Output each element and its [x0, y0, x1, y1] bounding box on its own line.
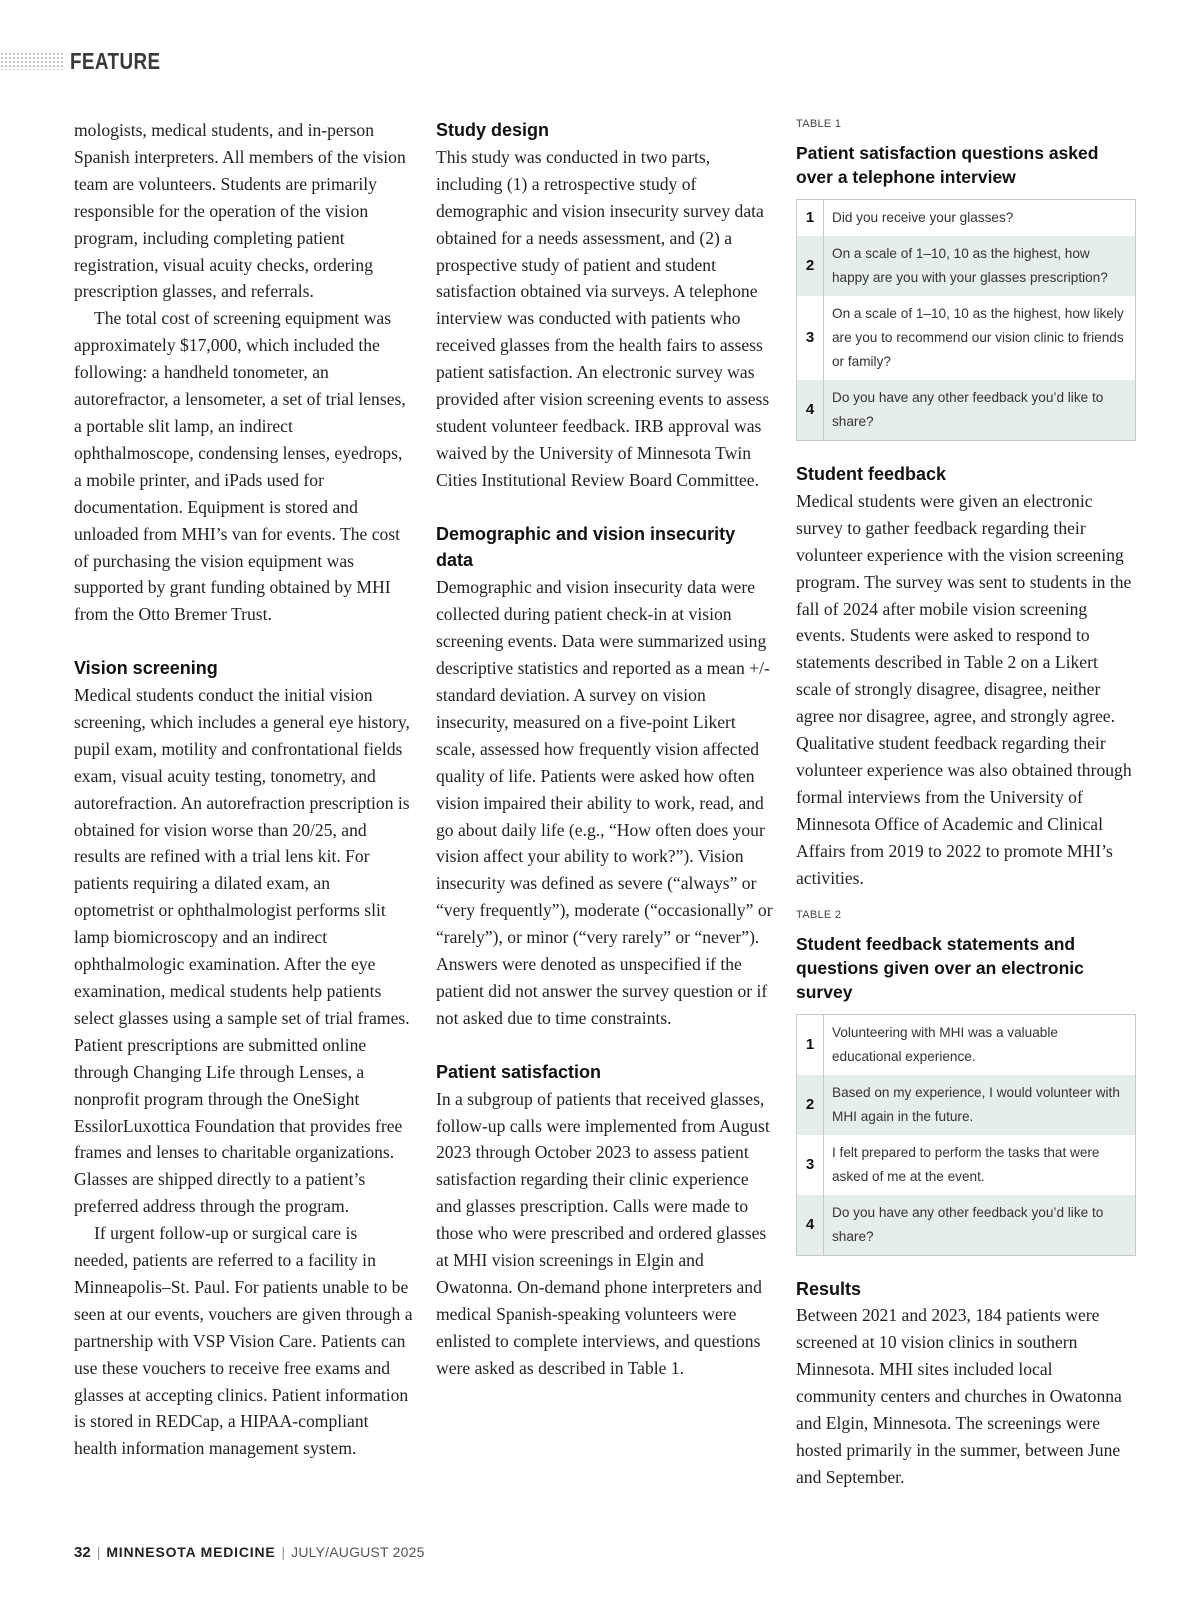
row-number: 1	[797, 200, 824, 237]
issue-date: JULY/AUGUST 2025	[291, 1544, 425, 1560]
heading-results: Results	[796, 1278, 862, 1299]
row-text: Volunteering with MHI was a valuable educational experience.	[832, 1024, 1058, 1064]
row-text: I felt prepared to perform the tasks that were asked of me at the event.	[832, 1144, 1100, 1184]
paragraph: This study was conducted in two parts, including (1) a retrospective study of demographic and vision insecurity survey data obtained for a needs assessment, and (2) a prospective study of patient and student satisfaction obtained via surveys. A telephone interview was conducted with patients who received glasses from the health fairs to assess patient satisfaction. An electronic survey was provided after vision screening events to assess student volunteer feedback. IRB approval was waived by the University of Minnesota Twin Cities Institutional Review Board Committee.	[436, 146, 770, 490]
heading-study-design: Study design	[436, 120, 550, 140]
table-1	[796, 199, 1136, 441]
paragraph: Demographic and vision insecurity data were collected during patient check-in at vision screening events. Data were summarized using descriptive statistics and reported as a mean +/- standard deviation. A survey on vision insecurity, measured on a five-point Likert scale, assessed how frequently vision affected quality of life. Patients were asked how often vision impaired their ability to work, read, and go about daily life (e.g., “How often does your vision affect your ability to work?”). Vision insecurity was defined as severe (“always” or “very frequently”), moderate (“occasionally” or “rarely”), or minor (“very rarely” or “never”). Answers were denoted as unspecified if the patient did not answer the survey question or if not asked due to time constraints.	[436, 577, 773, 1028]
table-2-label: TABLE 2	[796, 908, 842, 921]
table-row	[797, 236, 1136, 296]
row-text: Do you have any other feedback you’d like to share?	[824, 380, 1136, 441]
table-2	[796, 1014, 1136, 1256]
paragraph: Between 2021 and 2023, 184 patients were screened at 10 vision clinics in southern Minnesota. MHI sites included local community centers and churches in Owatonna and Elgin, Minnesota. The screenings were hosted primarily in the summer, between June and September.	[796, 1305, 1122, 1487]
row-number: 1	[797, 1014, 824, 1075]
table-row	[797, 200, 1136, 237]
row-number: 3	[797, 296, 824, 380]
table-row	[797, 1014, 1136, 1075]
column-1	[74, 117, 414, 1462]
paragraph: Medical students conduct the initial vision screening, which includes a general eye history, pupil exam, motility and confrontational fields exam, visual acuity testing, tonometry, and autorefraction. An autorefraction prescription is obtained for vision worse than 20/25, and results are refined with a trial lens kit. For patients requiring a dilated exam, an optometrist or ophthalmologist performs slit lamp biomicroscopy and an indirect ophthalmologic examination. After the eye examination, medical students help patients select glasses using a sample set of trial frames. Patient prescriptions are submitted online through Changing Life through Lenses, a nonprofit program through the OneSight EssilorLuxottica Foundation that provides free frames and lenses to charitable organizations. Glasses are shipped directly to a patient’s preferred address through the program.	[74, 685, 410, 1217]
header-dot-pattern	[0, 52, 64, 70]
row-text: Do you have any other feedback you’d like to share?	[824, 1195, 1136, 1256]
table-2-title: Student feedback statements and questions given over an electronic survey	[796, 933, 1084, 1002]
table-1-label: TABLE 1	[796, 118, 842, 130]
row-text: On a scale of 1–10, 10 as the highest, how likely are you to recommend our vision clinic to friends or family?	[832, 306, 1124, 369]
table-row	[797, 380, 1136, 441]
table-row	[797, 1195, 1136, 1256]
section-label: FEATURE	[70, 48, 161, 74]
page-header	[0, 48, 300, 74]
footer-separator: |	[96, 1544, 101, 1560]
heading-demographic-data: Demographic and vision insecurity data	[436, 523, 736, 571]
table-row	[797, 1075, 1136, 1135]
footer-separator: |	[281, 1544, 286, 1560]
row-text: Based on my experience, I would volunteer with MHI again in the future.	[824, 1075, 1136, 1135]
table-1-title: Patient satisfaction questions asked over a telephone interview	[796, 143, 1099, 187]
paragraph: If urgent follow-up or surgical care is needed, patients are referred to a facility in Minneapolis–St. Paul. For patients unable to be seen at our events, vouchers are given through a partnership with VSP Vision Care. Patients can use these vouchers to receive free exams and glasses at accepting clinics. Patient information is stored in REDCap, a HIPAA-compliant health information management system.	[74, 1223, 413, 1459]
page-number: 32	[74, 1544, 91, 1561]
row-number: 4	[797, 380, 824, 441]
heading-patient-satisfaction: Patient satisfaction	[436, 1061, 602, 1082]
row-text: Did you receive your glasses?	[832, 210, 1014, 225]
paragraph: In a subgroup of patients that received glasses, follow-up calls were implemented from August 2023 through October 2023 to assess patient satisfaction regarding their clinic experience and glasses prescription. Calls were made to those who were prescribed and ordered glasses at MHI vision screenings in Elgin and Owatonna. On-demand phone interpreters and medical Spanish-speaking volunteers were enlisted to complete interviews, and questions were asked as described in Table 1.	[436, 1088, 770, 1378]
row-number: 2	[797, 236, 824, 296]
paragraph: Medical students were given an electronic survey to gather feedback regarding their volunteer experience with the vision screening program. The survey was sent to students in the fall of 2024 after mobile vision screening events. Students were asked to respond to statements described in Table 2 on a Likert scale of strongly disagree, disagree, neither agree nor disagree, agree, and strongly agree. Qualitative student feedback regarding their volunteer experience was also obtained through formal interviews from the University of Minnesota Office of Academic and Clinical Affairs from 2019 to 2022 to promote MHI’s activities.	[796, 490, 1132, 888]
column-2	[436, 117, 776, 1382]
row-text: On a scale of 1–10, 10 as the highest, how happy are you with your glasses prescription?	[824, 236, 1136, 296]
heading-student-feedback: Student feedback	[796, 464, 947, 484]
table-row	[797, 296, 1136, 380]
row-number: 3	[797, 1135, 824, 1195]
table-row	[797, 1135, 1136, 1195]
column-3	[796, 117, 1136, 1491]
page-footer	[74, 1540, 425, 1564]
row-number: 2	[797, 1075, 824, 1135]
row-number: 4	[797, 1195, 824, 1256]
heading-vision-screening: Vision screening	[74, 658, 218, 679]
paragraph: mologists, medical students, and in-person Spanish interpreters. All members of the vision team are volunteers. Students are primarily responsible for the operation of the vision program, including completing patient registration, visual acuity checks, ordering prescription glasses, and referrals.	[74, 120, 406, 302]
magazine-name: MINNESOTA MEDICINE	[106, 1544, 276, 1560]
paragraph: The total cost of screening equipment was approximately $17,000, which included the following: a handheld tonometer, an autorefractor, a lensometer, a set of trial lenses, a portable slit lamp, an indirect ophthalmoscope, condensing lenses, eyedrops, a mobile printer, and iPads used for documentation. Equipment is stored and unloaded from MHI’s van for events. The cost of purchasing the vision equipment was supported by grant funding obtained by MHI from the Otto Bremer Trust.	[74, 308, 406, 625]
